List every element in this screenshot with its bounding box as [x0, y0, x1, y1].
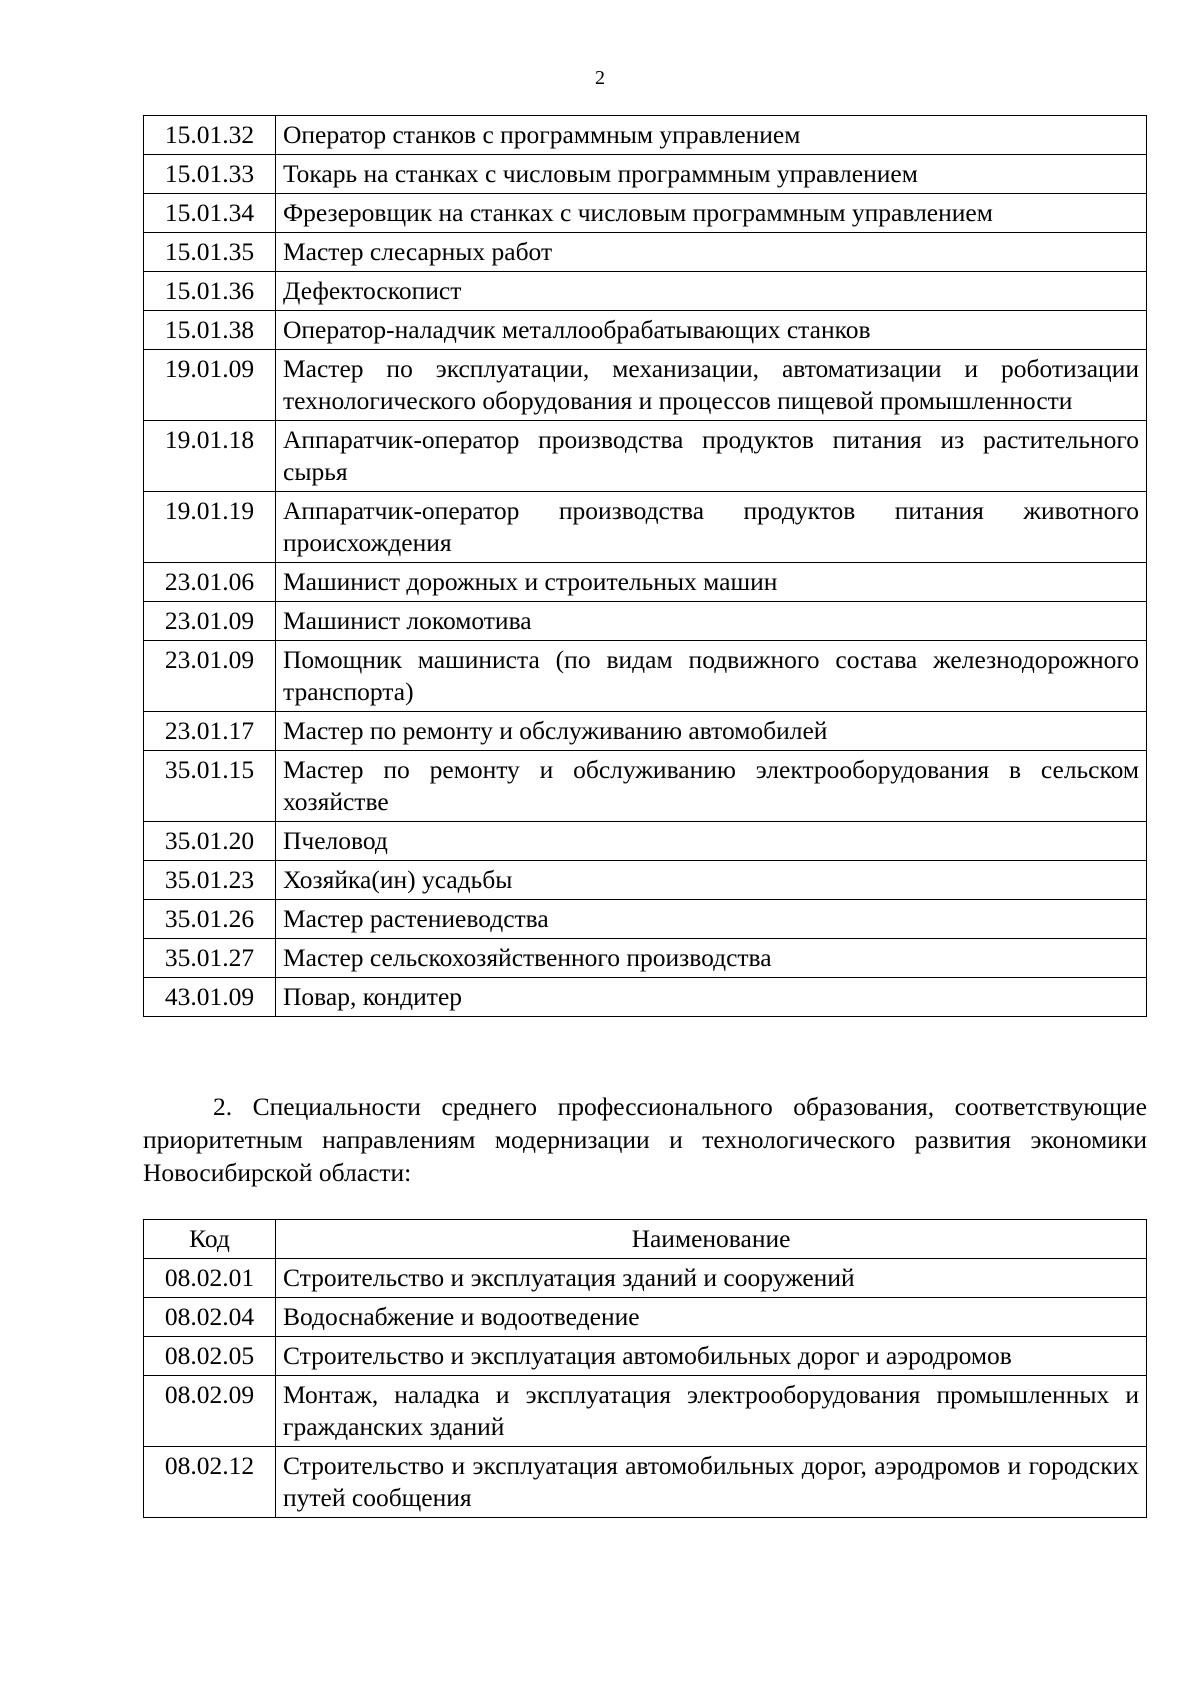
table-row — [144, 350, 1147, 421]
header-name: Наименование — [276, 1220, 1147, 1259]
table-row — [144, 712, 1147, 751]
row-code: 35.01.15 — [144, 751, 276, 822]
table-row — [144, 939, 1147, 978]
row-code: 43.01.09 — [144, 978, 276, 1017]
row-code: 15.01.35 — [144, 233, 276, 272]
table-row — [144, 492, 1147, 563]
table-row — [144, 116, 1147, 155]
row-code: 35.01.26 — [144, 900, 276, 939]
section-2-text: 2. Специальности среднего профессионального образования, соответствующие приоритетным направлениям модернизации и технологического развития экономики Новосибирской области: — [143, 1092, 1147, 1187]
row-name: Оператор станков с программным управлением — [276, 116, 1147, 155]
row-name: Монтаж, наладка и эксплуатация электрооборудования промышленных и гражданских зданий — [276, 1376, 1147, 1447]
row-code: 35.01.23 — [144, 861, 276, 900]
page-number: 2 — [595, 67, 605, 89]
table-row — [144, 822, 1147, 861]
row-name: Аппаратчик-оператор производства продуктов питания из растительного сырья — [276, 421, 1147, 492]
row-code: 19.01.19 — [144, 492, 276, 563]
row-name: Мастер слесарных работ — [276, 233, 1147, 272]
table-row — [144, 1447, 1147, 1518]
row-code: 08.02.04 — [144, 1298, 276, 1337]
table-row — [144, 1337, 1147, 1376]
row-name: Аппаратчик-оператор производства продуктов питания животного происхождения — [276, 492, 1147, 563]
row-code: 15.01.32 — [144, 116, 276, 155]
row-code: 35.01.27 — [144, 939, 276, 978]
table-row — [144, 311, 1147, 350]
row-name: Строительство и эксплуатация автомобильных дорог и аэродромов — [276, 1337, 1147, 1376]
table-row — [144, 861, 1147, 900]
table-header-row — [144, 1220, 1147, 1259]
table-row — [144, 421, 1147, 492]
row-code: 08.02.12 — [144, 1447, 276, 1518]
professions-table-body — [144, 116, 1147, 1017]
row-code: 15.01.36 — [144, 272, 276, 311]
row-name: Оператор-наладчик металлообрабатывающих станков — [276, 311, 1147, 350]
header-code: Код — [144, 1220, 276, 1259]
row-name: Дефектоскопист — [276, 272, 1147, 311]
row-name: Мастер по ремонту и обслуживанию электрооборудования в сельском хозяйстве — [276, 751, 1147, 822]
row-code: 23.01.09 — [144, 641, 276, 712]
table-row — [144, 272, 1147, 311]
row-name: Повар, кондитер — [276, 978, 1147, 1017]
row-name: Мастер растениеводства — [276, 900, 1147, 939]
row-code: 23.01.06 — [144, 563, 276, 602]
row-code: 08.02.09 — [144, 1376, 276, 1447]
table-row — [144, 900, 1147, 939]
table-row — [144, 978, 1147, 1017]
table-row — [144, 233, 1147, 272]
row-code: 35.01.20 — [144, 822, 276, 861]
table-row — [144, 563, 1147, 602]
row-name: Помощник машиниста (по видам подвижного состава железнодорожного транспорта) — [276, 641, 1147, 712]
row-code: 23.01.17 — [144, 712, 276, 751]
row-code: 15.01.33 — [144, 155, 276, 194]
specialties-table — [143, 1219, 1147, 1518]
row-name: Мастер по эксплуатации, механизации, автоматизации и роботизации технологического оборудования и процессов пищевой промышленности — [276, 350, 1147, 421]
row-code: 19.01.09 — [144, 350, 276, 421]
row-name: Хозяйка(ин) усадьбы — [276, 861, 1147, 900]
table-row — [144, 641, 1147, 712]
specialties-table-body — [144, 1259, 1147, 1518]
table-row — [144, 751, 1147, 822]
row-code: 19.01.18 — [144, 421, 276, 492]
row-code: 15.01.38 — [144, 311, 276, 350]
row-name: Водоснабжение и водоотведение — [276, 1298, 1147, 1337]
row-name: Строительство и эксплуатация зданий и сооружений — [276, 1259, 1147, 1298]
row-name: Фрезеровщик на станках с числовым программным управлением — [276, 194, 1147, 233]
row-name: Токарь на станках с числовым программным управлением — [276, 155, 1147, 194]
row-name: Машинист локомотива — [276, 602, 1147, 641]
row-name: Строительство и эксплуатация автомобильных дорог, аэродромов и городских путей сообщения — [276, 1447, 1147, 1518]
row-name: Машинист дорожных и строительных машин — [276, 563, 1147, 602]
professions-table — [143, 115, 1147, 1017]
table-row — [144, 194, 1147, 233]
row-code: 08.02.01 — [144, 1259, 276, 1298]
table-row — [144, 1298, 1147, 1337]
table-row — [144, 602, 1147, 641]
row-name: Мастер по ремонту и обслуживанию автомобилей — [276, 712, 1147, 751]
row-name: Мастер сельскохозяйственного производства — [276, 939, 1147, 978]
row-code: 23.01.09 — [144, 602, 276, 641]
table-row — [144, 155, 1147, 194]
row-name: Пчеловод — [276, 822, 1147, 861]
row-code: 08.02.05 — [144, 1337, 276, 1376]
row-code: 15.01.34 — [144, 194, 276, 233]
table-row — [144, 1376, 1147, 1447]
table-row — [144, 1259, 1147, 1298]
